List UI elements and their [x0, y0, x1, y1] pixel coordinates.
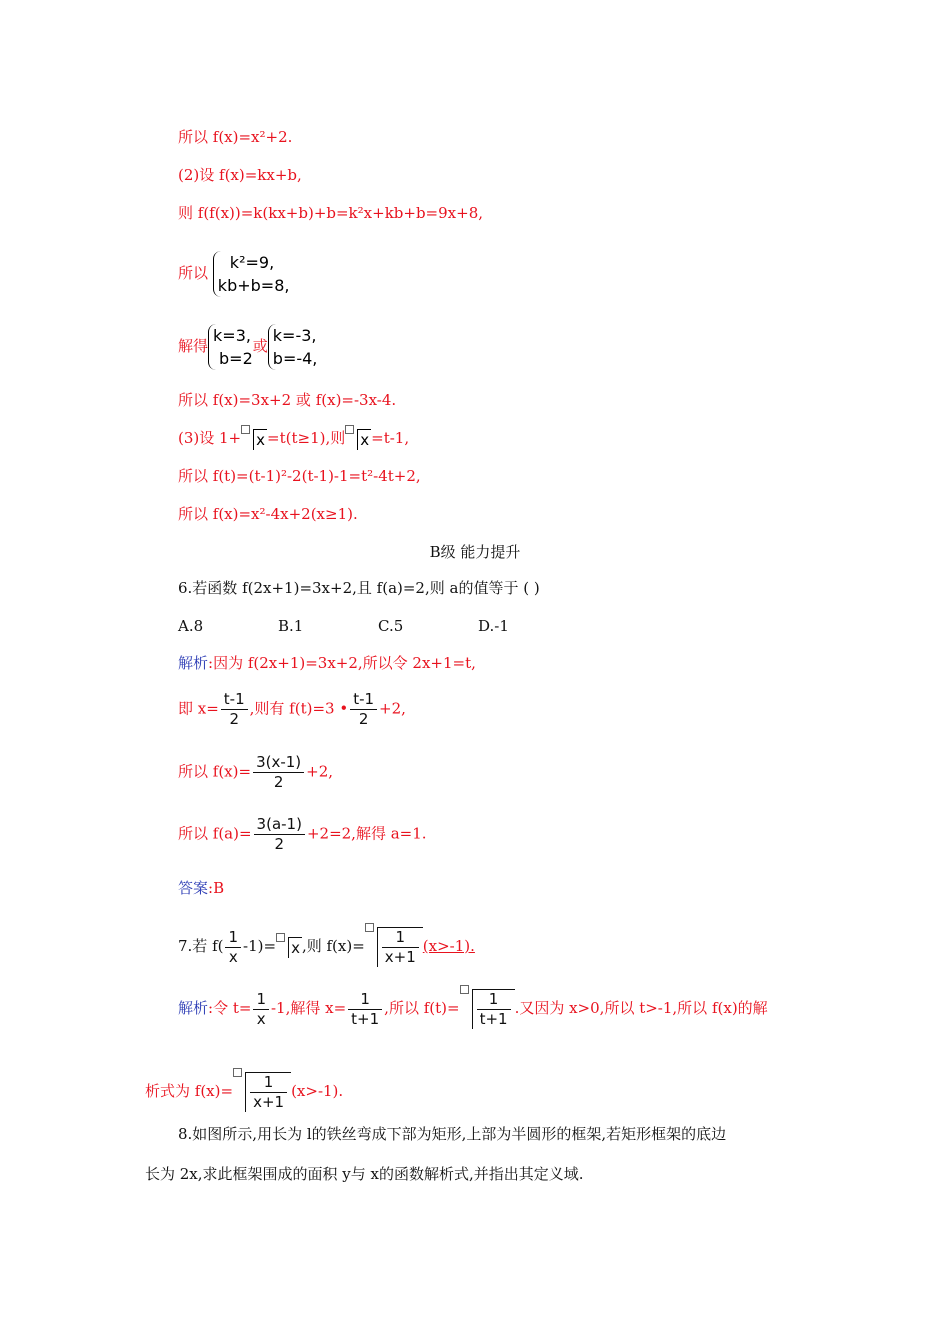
cube-root [365, 927, 423, 967]
answer-label: 答案 [178, 879, 209, 897]
denominator: t+1 [351, 1009, 380, 1028]
filled-answer: (x>-1). [422, 937, 475, 955]
answer-value: :B [208, 879, 225, 897]
text-span: 7.若 f( [178, 937, 224, 955]
root-index-box [241, 425, 250, 434]
fraction [253, 990, 269, 1029]
option-a: A.8 [178, 617, 204, 635]
system-row: b=-4, [272, 349, 318, 368]
fraction [221, 690, 248, 729]
system-line [178, 251, 289, 297]
solution-line [178, 653, 476, 673]
fraction [250, 1073, 287, 1112]
text-span: ,则有 f(t)=3 • [249, 699, 349, 718]
fraction [350, 690, 377, 729]
solution-line [178, 428, 409, 450]
or-text: 或 [252, 337, 268, 355]
denominator: 2 [358, 710, 369, 728]
text-span: :令 t= [208, 999, 252, 1017]
text-span: =t(t≥1),则 [267, 429, 346, 447]
analysis-label: 解析 [178, 654, 209, 672]
option-c: C.5 [378, 617, 404, 635]
cube-root [276, 937, 302, 958]
solution-line: 所以 f(x)=x²-4x+2(x≥1). [178, 505, 358, 523]
question-6: 6.若函数 f(2x+1)=3x+2,且 f(a)=2,则 a的值等于 ( ) [178, 579, 540, 597]
analysis-label: 解析 [178, 999, 209, 1017]
solution-line [145, 1072, 343, 1112]
radicand: x [357, 429, 371, 450]
text-span: 析式为 f(x)= [145, 1082, 234, 1100]
root-index-box [345, 425, 354, 434]
fraction [254, 815, 305, 854]
text-span: :因为 f(2x+1)=3x+2,所以令 2x+1=t, [208, 654, 476, 672]
equation-system [213, 251, 290, 297]
denominator: x [256, 1009, 266, 1028]
text-span: +2, [379, 699, 406, 718]
radicand [245, 1072, 291, 1112]
solution-line [178, 815, 427, 854]
denominator: 2 [274, 835, 285, 853]
text-span: .又因为 x>0,所以 t>-1,所以 f(x)的解 [514, 999, 768, 1017]
text-span: =t-1, [371, 429, 410, 447]
system-row: k²=9, [229, 253, 275, 272]
solution-line: (2)设 f(x)=kx+b, [178, 166, 302, 184]
fraction [225, 928, 241, 967]
cube-root [233, 1072, 291, 1112]
denominator: x+1 [384, 948, 416, 966]
root-index-box [460, 985, 469, 994]
numerator: 1 [250, 1073, 287, 1093]
option-b: B.1 [278, 617, 304, 635]
text-span: (3)设 1+ [178, 429, 242, 447]
text-span: +2, [306, 762, 334, 781]
solution-line: 所以 f(x)=3x+2 或 f(x)=-3x-4. [178, 391, 397, 409]
denominator: x [228, 947, 238, 966]
radicand [472, 989, 515, 1029]
text-span: -1)= [243, 937, 277, 955]
solution-line [178, 989, 768, 1029]
denominator: t+1 [479, 1010, 508, 1028]
question-8: 8.如图所示,用长为 l的铁丝弯成下部为矩形,上部为半圆形的框架,若矩形框架的底边 [178, 1125, 727, 1143]
root-index-box [233, 1068, 242, 1077]
text-span: 所以 f(x)= [178, 762, 252, 781]
line-prefix: 解得 [178, 337, 209, 355]
question-8-continued: 长为 2x,求此框架围成的面积 y与 x的函数解析式,并指出其定义域. [145, 1165, 584, 1183]
equation-system [208, 324, 253, 370]
cube-root [241, 429, 267, 450]
numerator: 3(x-1) [253, 753, 304, 773]
text-span: +2=2,解得 a=1. [306, 824, 427, 843]
denominator: x+1 [253, 1093, 285, 1111]
numerator: 3(a-1) [254, 815, 305, 835]
answer-line [178, 878, 224, 898]
radicand [377, 927, 423, 967]
text-span: 即 x= [178, 699, 219, 718]
solution-line [178, 690, 406, 729]
system-row: k=3, [213, 326, 251, 345]
denominator: 2 [273, 773, 284, 791]
numerator: 1 [348, 990, 382, 1010]
solution-line: 所以 f(t)=(t-1)²-2(t-1)-1=t²-4t+2, [178, 467, 421, 485]
line-prefix: 所以 [178, 264, 209, 282]
root-index-box [365, 923, 374, 932]
numerator: t-1 [350, 690, 377, 710]
numerator: 1 [225, 928, 241, 948]
numerator: 1 [477, 990, 511, 1010]
system-row: k=-3, [272, 326, 317, 345]
solution-line: 所以 f(x)=x²+2. [178, 128, 293, 146]
numerator: t-1 [221, 690, 248, 710]
text-span: ,所以 f(t)= [384, 999, 460, 1017]
fraction [382, 928, 419, 967]
root-index-box [276, 933, 285, 942]
text-span: -1,解得 x= [270, 999, 347, 1017]
section-heading: B级 能力提升 [429, 543, 521, 561]
text-span: 所以 f(a)= [178, 824, 252, 843]
fraction [348, 990, 382, 1029]
cube-root [345, 429, 371, 450]
equation-system [268, 324, 318, 370]
system-row: kb+b=8, [217, 276, 290, 295]
fraction [253, 753, 304, 792]
radicand: x [253, 429, 267, 450]
radicand: x [288, 937, 302, 958]
system-row: b=2 [219, 349, 253, 368]
option-d: D.-1 [478, 617, 509, 635]
system-line [178, 324, 317, 370]
solution-line [178, 753, 333, 792]
question-7 [178, 927, 475, 967]
numerator: 1 [382, 928, 419, 948]
solution-line: 则 f(f(x))=k(kx+b)+b=k²x+kb+b=9x+8, [178, 204, 484, 222]
cube-root [460, 989, 515, 1029]
question-6-options [178, 616, 509, 636]
fraction [477, 990, 511, 1029]
text-span: (x>-1). [291, 1082, 344, 1100]
denominator: 2 [229, 710, 239, 728]
numerator: 1 [253, 990, 269, 1010]
text-span: ,则 f(x)= [301, 937, 365, 955]
